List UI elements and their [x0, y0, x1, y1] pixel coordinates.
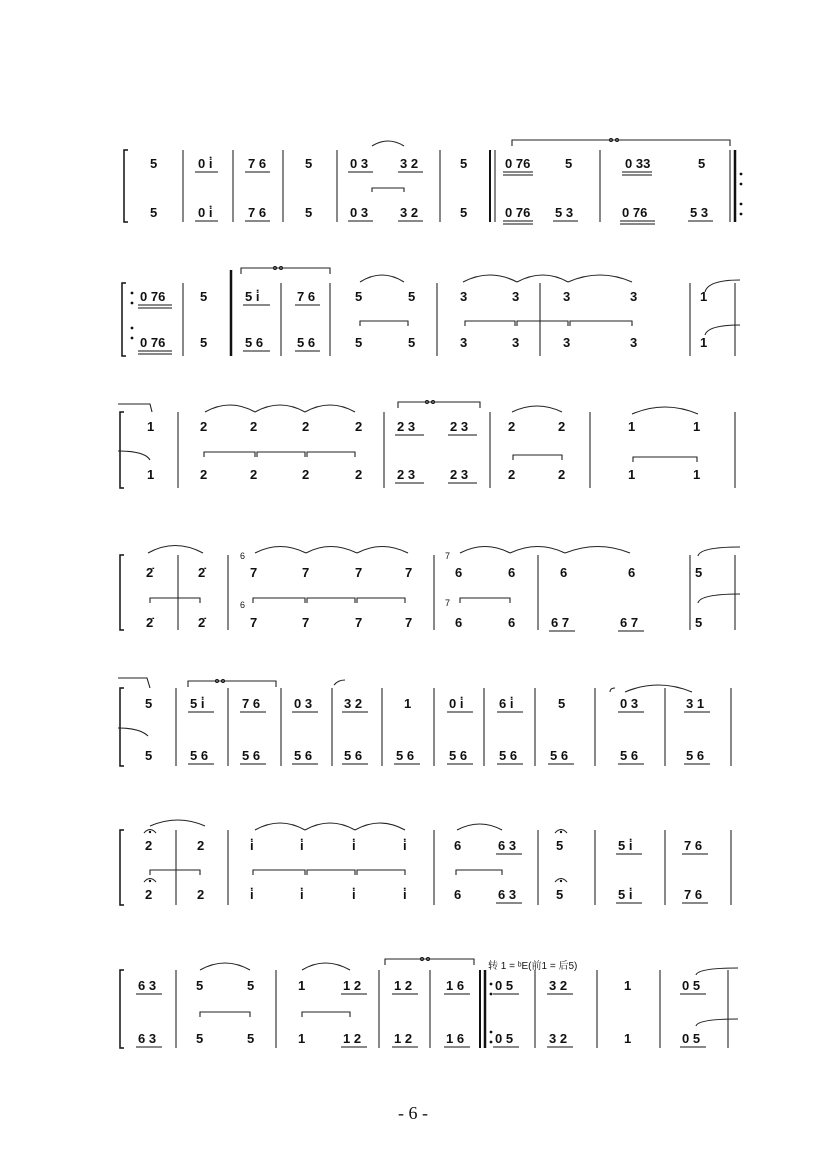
note: 6 [508, 565, 516, 580]
note: 5 [145, 696, 153, 711]
note: i̇ [403, 887, 407, 902]
note: 1 [147, 467, 155, 482]
note: 2 [355, 419, 363, 434]
note: 1 [693, 419, 701, 434]
note: 1 [624, 978, 632, 993]
note: 1 2 [394, 1031, 413, 1046]
note: i̇ [300, 887, 304, 902]
system-bracket [124, 150, 128, 222]
note: 5 [695, 565, 703, 580]
note: 1 2 [343, 978, 362, 993]
note: 0 5 [495, 978, 514, 993]
note: 2 [197, 838, 205, 853]
note: 5 6 [294, 748, 313, 763]
note: i̇ [300, 838, 304, 853]
note: 7 6 [297, 289, 316, 304]
note: 3 1 [686, 696, 705, 711]
grace-note: 6 [240, 600, 246, 610]
note: 5 [355, 335, 363, 350]
slurs [148, 546, 740, 604]
note: 0 76 [505, 156, 531, 171]
note: 5 i̇ [245, 289, 260, 304]
note: 5 [247, 1031, 255, 1046]
note: 0 i̇ [198, 205, 213, 220]
note: 2 [200, 419, 208, 434]
note: 5 6 [620, 748, 639, 763]
note: 0 76 [505, 205, 531, 220]
grace-note: 7 [445, 598, 451, 608]
note: 5 [698, 156, 706, 171]
repeat-dots [740, 173, 743, 216]
note: 5 [355, 289, 363, 304]
note: 3 [512, 335, 520, 350]
repeat-dots [131, 292, 134, 340]
note: 3 [630, 289, 638, 304]
note: 1 [404, 696, 412, 711]
note: 2̇ [198, 615, 206, 630]
note: 0 76 [140, 289, 166, 304]
note: 5 [565, 156, 573, 171]
underlines [496, 854, 708, 903]
note: 5 [145, 748, 153, 763]
note: 0 33 [625, 156, 651, 171]
note: 3 2 [549, 1031, 568, 1046]
lower-staff [150, 172, 742, 224]
note: 1 [628, 419, 636, 434]
note: 0 76 [140, 335, 166, 350]
note: 2 [558, 467, 566, 482]
note: 3 [460, 335, 468, 350]
system-4 [120, 546, 740, 632]
note: 3 2 [549, 978, 568, 993]
note: 1 [628, 467, 636, 482]
system-6 [120, 820, 731, 905]
note: 1 6 [446, 978, 465, 993]
note: 1 [624, 1031, 632, 1046]
note: 5 [460, 205, 468, 220]
note: 7 6 [248, 156, 267, 171]
note: 6 7 [551, 615, 570, 630]
note: 5 [200, 289, 208, 304]
barlines [183, 270, 735, 356]
note: 5 i̇ [190, 696, 205, 711]
note: 6 [454, 887, 462, 902]
note: 5 6 [190, 748, 209, 763]
note: 3 [563, 289, 571, 304]
note: 1 2 [394, 978, 413, 993]
note: 0 76 [622, 205, 648, 220]
note: 5 [408, 335, 416, 350]
note: 5 [305, 205, 313, 220]
note: 2̇ [146, 565, 154, 580]
note: 7 [302, 565, 310, 580]
note: 2 3 [397, 419, 416, 434]
note: 5 [408, 289, 416, 304]
note: 7 [405, 565, 413, 580]
note: 6 3 [138, 1031, 157, 1046]
note: 2 3 [450, 419, 469, 434]
note: 5 [150, 205, 158, 220]
note: 7 6 [684, 887, 703, 902]
note: 2 3 [450, 467, 469, 482]
note: 5 6 [245, 335, 264, 350]
note: 5 [556, 838, 564, 853]
note: 6 3 [498, 838, 517, 853]
note: 6 [455, 565, 463, 580]
note: 6 7 [620, 615, 639, 630]
note: 5 6 [242, 748, 261, 763]
note: 7 6 [248, 205, 267, 220]
note: 7 [250, 565, 258, 580]
note: 1 2 [343, 1031, 362, 1046]
note: 2 [145, 887, 153, 902]
grace-note: 7 [445, 551, 451, 561]
note: 6 [508, 615, 516, 630]
note: 2̇ [198, 565, 206, 580]
note: 5 6 [550, 748, 569, 763]
note: 0 3 [350, 205, 369, 220]
system-2 [122, 267, 740, 357]
note: 5 [200, 335, 208, 350]
note: i̇ [352, 887, 356, 902]
note: 5 6 [449, 748, 468, 763]
note: 3 2 [400, 205, 419, 220]
note: 3 2 [400, 156, 419, 171]
note: 5 6 [499, 748, 518, 763]
repeat-dots [490, 983, 493, 1044]
note: 6 3 [138, 978, 157, 993]
note: 6 3 [498, 887, 517, 902]
note: 5 [695, 615, 703, 630]
note: 6 [628, 565, 636, 580]
note: 2 [250, 419, 258, 434]
note: 0 5 [495, 1031, 514, 1046]
underlines [136, 994, 706, 1047]
slurs [200, 958, 738, 1027]
note: 5 6 [396, 748, 415, 763]
note: 2 [200, 467, 208, 482]
note: 6 [560, 565, 568, 580]
modulation-label: 转 1 = ᵇE(前1 = 后5) [488, 961, 578, 972]
note: 7 [302, 615, 310, 630]
page-number: - 6 - [398, 1103, 428, 1123]
note: 0 5 [682, 978, 701, 993]
system-1 [124, 139, 742, 225]
slur [372, 188, 404, 192]
note: 0 3 [294, 696, 313, 711]
note: 5 [460, 156, 468, 171]
note: 1 [298, 1031, 306, 1046]
note: 5 6 [686, 748, 705, 763]
system-5 [118, 678, 731, 766]
note: 1 [147, 419, 155, 434]
note: 5 [556, 887, 564, 902]
note: 2 [355, 467, 363, 482]
note: 5 [150, 156, 158, 171]
note: 1 6 [446, 1031, 465, 1046]
note: 2 [302, 419, 310, 434]
note: 3 [512, 289, 520, 304]
note: 7 [355, 565, 363, 580]
note: i̇ [250, 887, 254, 902]
note: 0 3 [620, 696, 639, 711]
note: 5 6 [297, 335, 316, 350]
note: 6 [454, 838, 462, 853]
note: 1 [700, 289, 708, 304]
note: 2 [250, 467, 258, 482]
note: 1 [700, 335, 708, 350]
note: 5 [305, 156, 313, 171]
note: 2̇ [146, 615, 154, 630]
grace-note: 6 [240, 551, 246, 561]
note: 5 i̇ [618, 838, 633, 853]
note: 3 [563, 335, 571, 350]
system-7 [120, 958, 738, 1049]
note: 5 6 [344, 748, 363, 763]
note: 0 5 [682, 1031, 701, 1046]
note: 5 [247, 978, 255, 993]
note: 3 [460, 289, 468, 304]
note: 7 [250, 615, 258, 630]
note: 6 i̇ [499, 696, 514, 711]
note: 5 [196, 978, 204, 993]
note: 2 [558, 419, 566, 434]
note: 2 [302, 467, 310, 482]
note: 7 [405, 615, 413, 630]
note: 3 [630, 335, 638, 350]
note: 2 [145, 838, 153, 853]
note: 2 [508, 419, 516, 434]
note: i̇ [352, 838, 356, 853]
note: i̇ [403, 838, 407, 853]
note: 5 [196, 1031, 204, 1046]
note: 5 3 [555, 205, 574, 220]
slur [512, 140, 730, 146]
system-3 [118, 401, 735, 489]
note: 7 6 [242, 696, 261, 711]
note: 5 i̇ [618, 887, 633, 902]
note: 5 [558, 696, 566, 711]
note: 5 3 [690, 205, 709, 220]
note: 2 [197, 887, 205, 902]
note: 7 [355, 615, 363, 630]
note: 1 [693, 467, 701, 482]
note: 0 3 [350, 156, 369, 171]
note: 0 i̇ [198, 156, 213, 171]
note: 2 [508, 467, 516, 482]
note: 3 2 [344, 696, 363, 711]
note: 7 6 [684, 838, 703, 853]
note: i̇ [250, 838, 254, 853]
note: 6 [455, 615, 463, 630]
slurs [241, 267, 740, 336]
slur [372, 141, 404, 146]
note: 2 3 [397, 467, 416, 482]
note: 0 i̇ [449, 696, 464, 711]
note: 1 [298, 978, 306, 993]
